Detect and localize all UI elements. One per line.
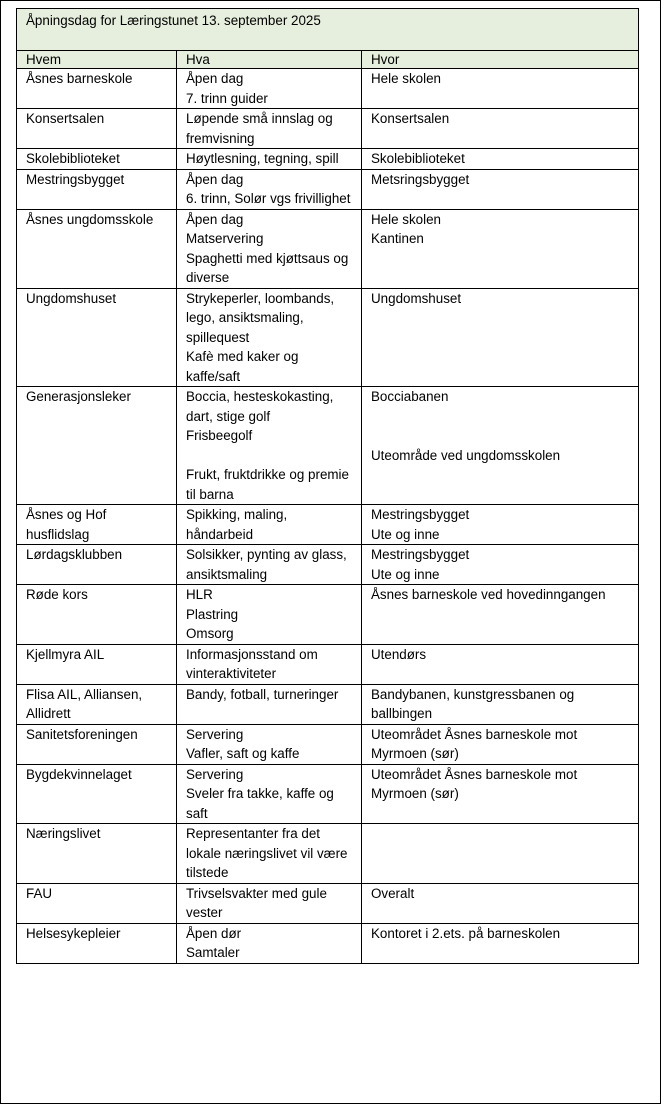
header-row: [17, 51, 639, 69]
cell-line: Plastring: [186, 606, 239, 622]
cell-hva: [177, 505, 362, 545]
cell-line: Åsnes barneskole: [26, 71, 133, 86]
cell-line: Kantinen: [371, 231, 424, 246]
cell-hva: [177, 923, 362, 963]
cell-line: Uteområde ved ungdomsskolen: [371, 447, 561, 463]
cell-hvem: [17, 923, 177, 963]
cell-hvem: [17, 545, 177, 585]
cell-hvem: [17, 109, 177, 149]
cell-hvor: [362, 764, 639, 824]
cell-hva: [177, 644, 362, 684]
table-row: [17, 505, 639, 545]
cell-line: Røde kors: [26, 587, 88, 602]
cell-hvor: [362, 724, 639, 764]
cell-line: Åsnes barneskole ved hovedinngangen: [371, 587, 606, 602]
cell-line: Kjellmyra AIL: [26, 646, 105, 662]
schedule-table: [16, 8, 639, 964]
cell-line: Spikking, maling, håndarbeid: [186, 507, 288, 542]
cell-line: Lørdagsklubben: [26, 547, 123, 562]
cell-hvem: [17, 69, 177, 109]
cell-line: Hele skolen: [371, 71, 441, 86]
cell-hvor: [362, 545, 639, 585]
cell-line: Kontoret i 2.ets. på barneskolen: [371, 925, 561, 941]
cell-line: Matservering: [186, 231, 264, 246]
cell-line: Informasjonsstand om vinteraktiviteter: [186, 646, 318, 681]
cell-line: Bandy, fotball, turneringer: [186, 686, 339, 702]
cell-hvem: [17, 288, 177, 387]
cell-line: Åsnes og Hof husflidslag: [26, 507, 107, 542]
cell-hvor: [362, 209, 639, 288]
cell-line: HLR: [186, 587, 213, 602]
cell-hvem: [17, 883, 177, 923]
cell-hvem: [17, 764, 177, 824]
cell-hvem: [17, 824, 177, 884]
cell-line: Bygdekvinnelaget: [26, 766, 132, 782]
cell-hvor: [362, 69, 639, 109]
cell-line: 7. trinn guider: [186, 90, 268, 106]
cell-hvem: [17, 585, 177, 645]
table-row: [17, 545, 639, 585]
cell-hvor: [362, 684, 639, 724]
cell-hvor: [362, 109, 639, 149]
cell-line: Uteområdet Åsnes barneskole mot Myrmoen (sør): [371, 766, 578, 801]
cell-line: Åpen dag: [186, 211, 244, 227]
cell-hva: [177, 724, 362, 764]
header-hvem: Hvem: [17, 51, 177, 69]
cell-line: Høytlesning, tegning, spill: [186, 151, 339, 166]
cell-hvor: [362, 585, 639, 645]
cell-hvor: [362, 169, 639, 209]
cell-hva: [177, 149, 362, 170]
cell-line: Bocciabanen: [371, 389, 449, 404]
cell-hvem: [17, 169, 177, 209]
title-row: [17, 9, 639, 51]
cell-line: Vafler, saft og kaffe: [186, 746, 300, 761]
cell-hva: [177, 824, 362, 884]
cell-line: Frukt, fruktdrikke og premie til barna: [186, 467, 349, 502]
cell-line: Frisbeegolf: [186, 428, 253, 443]
cell-line: Uteområdet Åsnes barneskole mot Myrmoen (sør): [371, 726, 578, 761]
cell-line: Skolebiblioteket: [371, 151, 465, 166]
table-row: [17, 149, 639, 170]
cell-hva: [177, 69, 362, 109]
header-hvor: Hvor: [362, 51, 639, 69]
cell-line: Konsertsalen: [371, 111, 450, 126]
table-row: [17, 923, 639, 963]
cell-line: Flisa AIL, Alliansen, Allidrett: [26, 686, 143, 721]
cell-hvor: [362, 288, 639, 387]
cell-hvor: [362, 387, 639, 505]
cell-line: Hele skolen: [371, 211, 441, 227]
cell-line: Mestringsbygget: [371, 547, 470, 562]
cell-hva: [177, 764, 362, 824]
cell-line: Mestringsbygget: [26, 171, 125, 187]
cell-line: Sanitetsforeningen: [26, 726, 138, 742]
cell-line: Skolebiblioteket: [26, 151, 120, 166]
cell-hvem: [17, 149, 177, 170]
cell-line: [371, 407, 630, 427]
table-row: [17, 69, 639, 109]
table-row: [17, 387, 639, 505]
cell-line: Helsesykepleier: [26, 925, 121, 941]
cell-line: Spaghetti med kjøttsaus og diverse: [186, 250, 349, 285]
cell-hva: [177, 169, 362, 209]
table-row: [17, 644, 639, 684]
cell-line: FAU: [26, 885, 53, 901]
cell-line: [186, 446, 353, 466]
cell-hvem: [17, 644, 177, 684]
cell-hvor: [362, 149, 639, 170]
table-row: [17, 824, 639, 884]
table-row: [17, 684, 639, 724]
cell-hvor: [362, 883, 639, 923]
cell-line: Åpen dag: [186, 171, 244, 187]
table-row: [17, 109, 639, 149]
cell-hva: [177, 209, 362, 288]
cell-line: Samtaler: [186, 945, 240, 960]
cell-hvem: [17, 684, 177, 724]
cell-line: Overalt: [371, 885, 415, 901]
cell-line: Sveler fra takke, kaffe og saft: [186, 786, 334, 821]
table-row: [17, 209, 639, 288]
cell-line: Konsertsalen: [26, 111, 105, 126]
cell-line: Servering: [186, 766, 244, 782]
cell-line: Mestringsbygget: [371, 507, 470, 522]
cell-hvor: [362, 923, 639, 963]
header-hva: Hva: [177, 51, 362, 69]
cell-line: Ungdomshuset: [26, 290, 117, 306]
cell-line: Ute og inne: [371, 566, 440, 582]
cell-line: Kafè med kaker og kaffe/saft: [186, 349, 299, 384]
cell-line: Omsorg: [186, 626, 234, 641]
cell-line: Åpen dag: [186, 71, 244, 86]
cell-hva: [177, 684, 362, 724]
cell-hvem: [17, 387, 177, 505]
cell-hva: [177, 288, 362, 387]
table-row: [17, 288, 639, 387]
table-title: Åpningsdag for Læringstunet 13. september 2025: [17, 9, 639, 51]
table-row: [17, 883, 639, 923]
cell-line: Generasjonsleker: [26, 389, 131, 404]
cell-hvor: [362, 644, 639, 684]
cell-line: Utendørs: [371, 646, 427, 662]
cell-line: 6. trinn, Solør vgs frivillighet: [186, 191, 351, 206]
cell-hvem: [17, 505, 177, 545]
cell-hvor: [362, 505, 639, 545]
table-row: [17, 169, 639, 209]
cell-line: Ungdomshuset: [371, 290, 462, 306]
cell-line: Representanter fra det lokale næringslivet vil være tilstede: [186, 826, 348, 880]
cell-line: Åpen dør: [186, 925, 242, 941]
cell-line: Løpende små innslag og fremvisning: [186, 111, 333, 146]
cell-line: Åsnes ungdomsskole: [26, 211, 154, 227]
cell-line: Solsikker, pynting av glass, ansiktsmaling: [186, 547, 347, 582]
cell-line: Metsringsbygget: [371, 171, 470, 187]
table-row: [17, 724, 639, 764]
cell-hva: [177, 545, 362, 585]
cell-hva: [177, 585, 362, 645]
cell-hva: [177, 109, 362, 149]
cell-line: Servering: [186, 726, 244, 742]
cell-hva: [177, 883, 362, 923]
cell-line: Trivselsvakter med gule vester: [186, 885, 327, 920]
table-row: [17, 764, 639, 824]
cell-hva: [177, 387, 362, 505]
cell-line: [371, 426, 630, 446]
cell-hvem: [17, 724, 177, 764]
cell-line: Næringslivet: [26, 826, 101, 841]
cell-line: Strykeperler, loombands, lego, ansiktsmaling, spillequest: [186, 290, 335, 345]
cell-line: Ute og inne: [371, 526, 440, 542]
cell-hvem: [17, 209, 177, 288]
table-row: [17, 585, 639, 645]
cell-hvor: [362, 824, 639, 884]
cell-line: Boccia, hesteskokasting, dart, stige golf: [186, 389, 334, 424]
cell-line: Bandybanen, kunstgressbanen og ballbingen: [371, 686, 575, 721]
